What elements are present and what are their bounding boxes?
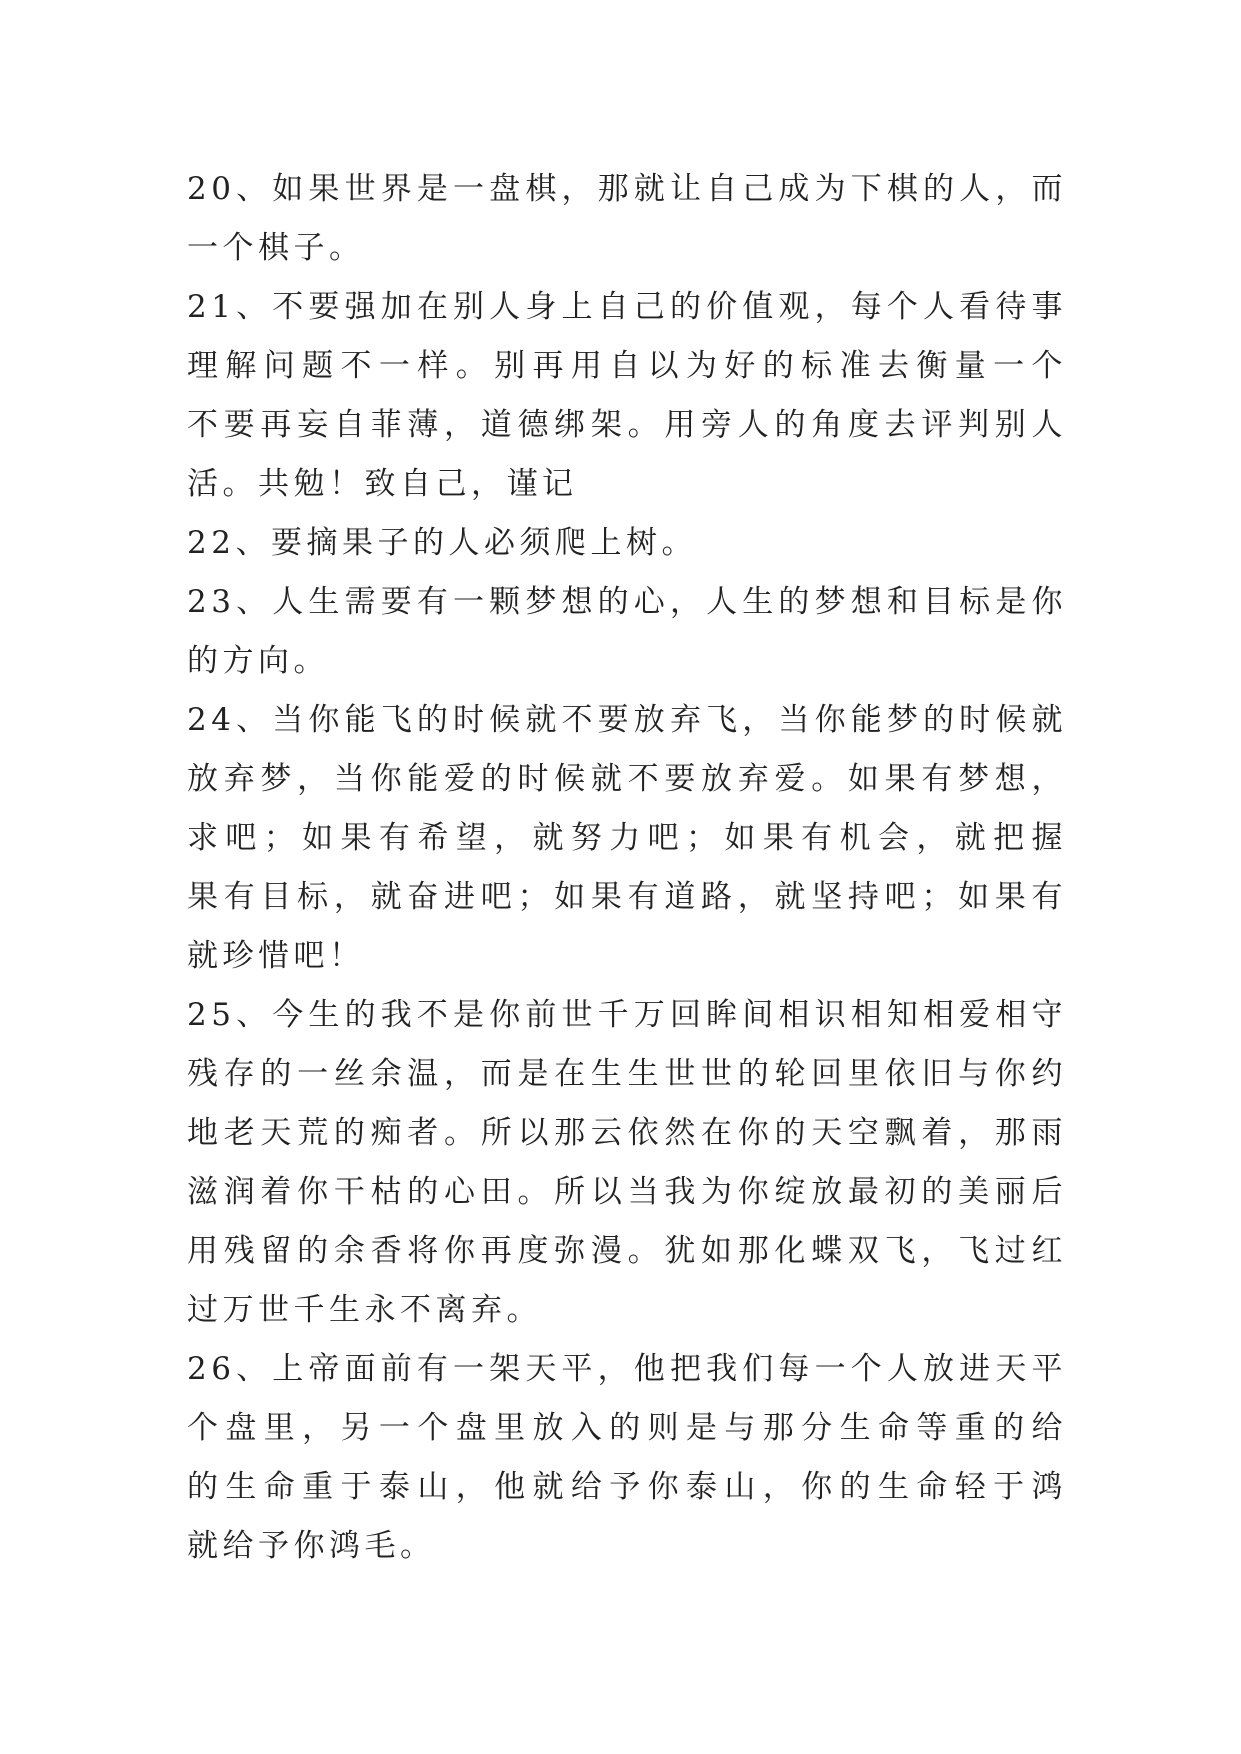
entry-22 <box>187 514 1067 573</box>
text-line: 活。共勉！致自己，谨记 <box>187 466 578 502</box>
text-line: 的方向。 <box>187 643 329 679</box>
text-line: 过万世千生永不离弃。 <box>187 1292 542 1328</box>
text-line: 放弃梦，当你能爱的时候就不要放弃爱。如果有梦想， <box>187 761 1067 797</box>
text-line: 个盘里，另一个盘里放入的则是与那分生命等重的给 <box>187 1410 1067 1446</box>
text-line: 求吧；如果有希望，就努力吧；如果有机会，就把握 <box>187 820 1067 856</box>
document-body <box>187 160 1067 1576</box>
entry-25 <box>187 986 1067 1340</box>
entry-20 <box>187 160 1067 278</box>
text-line: 22、要摘果子的人必须爬上树。 <box>187 525 697 561</box>
text-line: 23、人生需要有一颗梦想的心，人生的梦想和目标是你 <box>187 584 1067 620</box>
text-line: 的生命重于泰山，他就给予你泰山，你的生命轻于鸿 <box>187 1469 1067 1505</box>
text-line: 不要再妄自菲薄，道德绑架。用旁人的角度去评判别人 <box>187 407 1067 443</box>
entry-23 <box>187 573 1067 691</box>
text-line: 地老天荒的痴者。所以那云依然在你的天空飘着，那雨 <box>187 1115 1067 1151</box>
text-line: 果有目标，就奋进吧；如果有道路，就坚持吧；如果有 <box>187 879 1067 915</box>
text-line: 理解问题不一样。别再用自以为好的标准去衡量一个 <box>187 348 1067 384</box>
entry-24 <box>187 691 1067 986</box>
text-line: 就给予你鸿毛。 <box>187 1528 436 1564</box>
text-line: 残存的一丝余温，而是在生生世世的轮回里依旧与你约 <box>187 1056 1067 1092</box>
text-line: 21、不要强加在别人身上自己的价值观，每个人看待事 <box>187 289 1067 325</box>
text-line: 20、如果世界是一盘棋，那就让自己成为下棋的人，而 <box>187 171 1067 207</box>
text-line: 用残留的余香将你再度弥漫。犹如那化蝶双飞，飞过红 <box>187 1233 1067 1269</box>
text-line: 滋润着你干枯的心田。所以当我为你绽放最初的美丽后 <box>187 1174 1067 1210</box>
text-line: 26、上帝面前有一架天平，他把我们每一个人放进天平 <box>187 1351 1067 1387</box>
text-line: 24、当你能飞的时候就不要放弃飞，当你能梦的时候就 <box>187 702 1067 738</box>
entry-21 <box>187 278 1067 514</box>
text-line: 25、今生的我不是你前世千万回眸间相识相知相爱相守 <box>187 997 1067 1033</box>
text-line: 一个棋子。 <box>187 230 365 266</box>
entry-26 <box>187 1340 1067 1576</box>
text-line: 就珍惜吧！ <box>187 938 365 974</box>
